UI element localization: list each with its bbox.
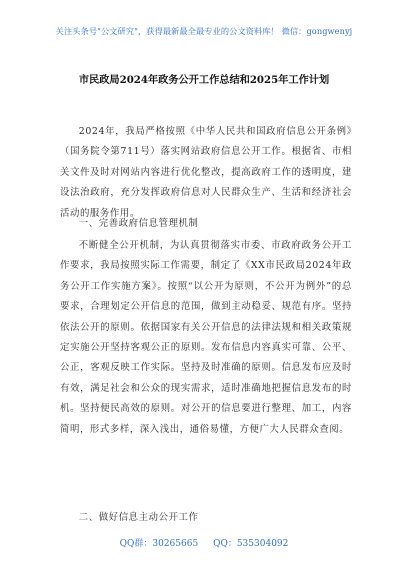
- section-heading-1: 一、完善政府信息管理机制: [78, 218, 199, 229]
- intro-paragraph: 2024年，我局严格按照《中华人民共和国政府信息公开条例》（国务院令第711号）落实网站政府信息公开工作。根据省、市相关文件及时对网站内容进行优化整改，提高政府工作的透明度，建设法治政府，充分发挥政府信息对人民群众生产、生活和经济社会活动的服务作用。: [60, 126, 352, 219]
- document-title: 市民政局2024年政务公开工作总结和2025年工作计划: [78, 74, 330, 86]
- footer-qq: QQ：535304092: [213, 539, 289, 549]
- header-promo-note: 关注头条号"公文研究"，获得最新最全最专业的公文资料库！ 微信：gongwenyj: [55, 26, 353, 36]
- section-1-paragraph: 不断健全公开机制，为认真贯彻落实市委、市政府政务公开工作要求，我局按照实际工作需要，制定了《XX市民政局2024年政务公开工作实施方案》。按照“以公开为原则，不公开为例外”的总要求，合理划定公开信息的范围，做到主动稳妥、规范有序。坚持依法公开的原则。依据国家有关公开信息的法律法规和相关政策规定实施公开坚持客观公正的原则。发布信息内容真实可靠、公平、公正，客观反映工作实际。坚持及时准确的原则。信息发布应及时有效，满足社会和公众的现实需求，适时准确地把握信息发布的时机。坚持便民高效的原则。对公开的信息要进行整理、加工，内容简明，形式多样，深入浅出，通俗易懂，方便广大人民群众查阅。: [60, 240, 352, 435]
- footer-qq-group: QQ群：30265665: [119, 539, 199, 549]
- section-heading-2: 二、做好信息主动公开工作: [78, 512, 199, 523]
- footer-contact: [0, 536, 408, 549]
